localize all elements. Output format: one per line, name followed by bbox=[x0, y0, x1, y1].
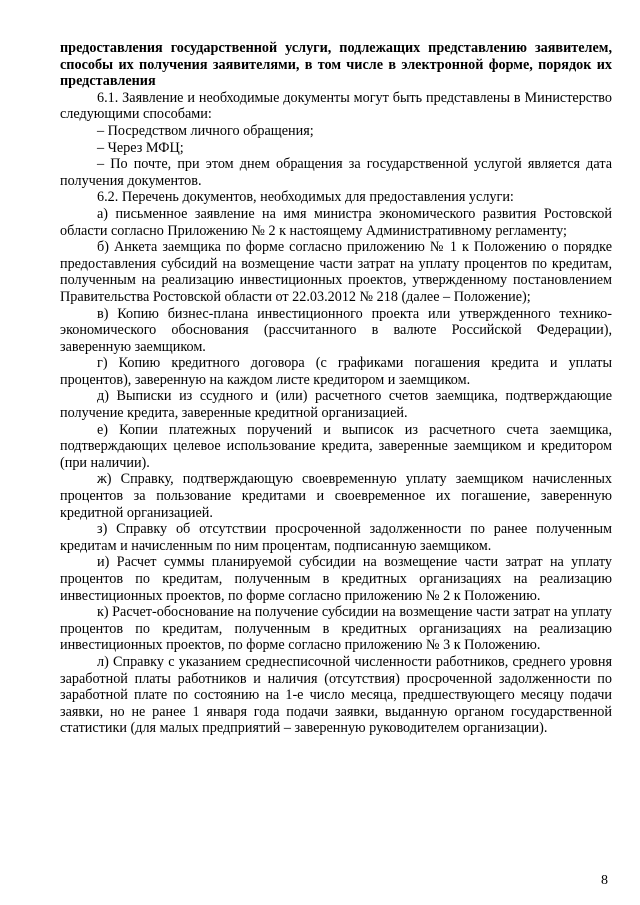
paragraph-list bbox=[60, 90, 612, 737]
paragraph-method-mfc: – Через МФЦ; bbox=[97, 139, 184, 156]
paragraph-item-z: з) Справку об отсутствии просроченной задолженности по ранее полученным кредитам и начисленным по ним процентам, подписанную заемщиком. bbox=[60, 521, 612, 554]
document-page bbox=[60, 40, 612, 737]
section-heading: предоставления государственной услуги, подлежащих представлению заявителем, способы их получения заявителями, в том числе в электронной форме, порядок их представления bbox=[60, 40, 612, 90]
paragraph-item-e: е) Копии платежных поручений и выписок из расчетного счета заемщика, подтверждающих целевое использование кредита, заверенные заемщиком и кредитором (при наличии). bbox=[60, 421, 612, 471]
paragraph-item-l: л) Справку с указанием среднесписочной численности работников, среднего уровня заработной платы работников и наличия (отсутствия) просроченной задолженности по заработной плате по состоянию на 1-е число месяца, предшествующего месяцу подачи заявки, но не ранее 1 января года подачи заявки, выданную органом государственной статистики (для малых предприятий – заверенную руководителем организации). bbox=[60, 653, 612, 737]
paragraph-6-2: 6.2. Перечень документов, необходимых для предоставления услуги: bbox=[97, 189, 514, 206]
paragraph-item-v: в) Копию бизнес-плана инвестиционного проекта или утвержденного технико-экономического обоснования (рассчитанного в валюте Российской Федерации), заверенную заемщиком. bbox=[60, 305, 612, 355]
paragraph-item-a: а) письменное заявление на имя министра экономического развития Ростовской области согласно Приложению № 2 к настоящему Административному регламенту; bbox=[60, 205, 612, 239]
paragraph-item-i: и) Расчет суммы планируемой субсидии на возмещение части затрат на уплату процентов по кредитам, полученным в кредитных организациях на реализацию инвестиционных проектов, по форме согласно приложению № 2 к Положению. bbox=[60, 554, 612, 604]
paragraph-6-1: 6.1. Заявление и необходимые документы могут быть представлены в Министерство следующими способами: bbox=[60, 89, 612, 123]
paragraph-item-d: д) Выписки из ссудного и (или) расчетного счетов заемщика, подтверждающие получение кредита, заверенные кредитной организацией. bbox=[60, 388, 612, 422]
paragraph-method-personal: – Посредством личного обращения; bbox=[97, 122, 314, 139]
paragraph-item-b: б) Анкета заемщика по форме согласно приложению № 1 к Положению о порядке предоставления субсидий на возмещение части затрат на уплату процентов по кредитам, полученным на реализацию инвестиционных проектов, утвержденному постановлением Правительства Ростовской области от 22.03.2012 № 218 (далее – Положение); bbox=[60, 239, 612, 305]
paragraph-item-zh: ж) Справку, подтверждающую своевременную уплату заемщиком начисленных процентов за пользование кредитами и своевременное их погашение, заверенную кредитной организацией. bbox=[60, 471, 612, 521]
paragraph-item-g: г) Копию кредитного договора (с графиками погашения кредита и уплаты процентов), заверенную на каждом листе кредитором и заемщиком. bbox=[60, 355, 612, 388]
paragraph-method-mail: – По почте, при этом днем обращения за государственной услугой является дата получения документов. bbox=[60, 156, 612, 189]
page-number: 8 bbox=[601, 873, 608, 888]
paragraph-item-k: к) Расчет-обоснование на получение субсидии на возмещение части затрат на уплату процентов по кредитам, полученным в кредитных организациях на реализацию инвестиционных проектов, по форме согласно приложению № 3 к Положению. bbox=[60, 604, 612, 654]
